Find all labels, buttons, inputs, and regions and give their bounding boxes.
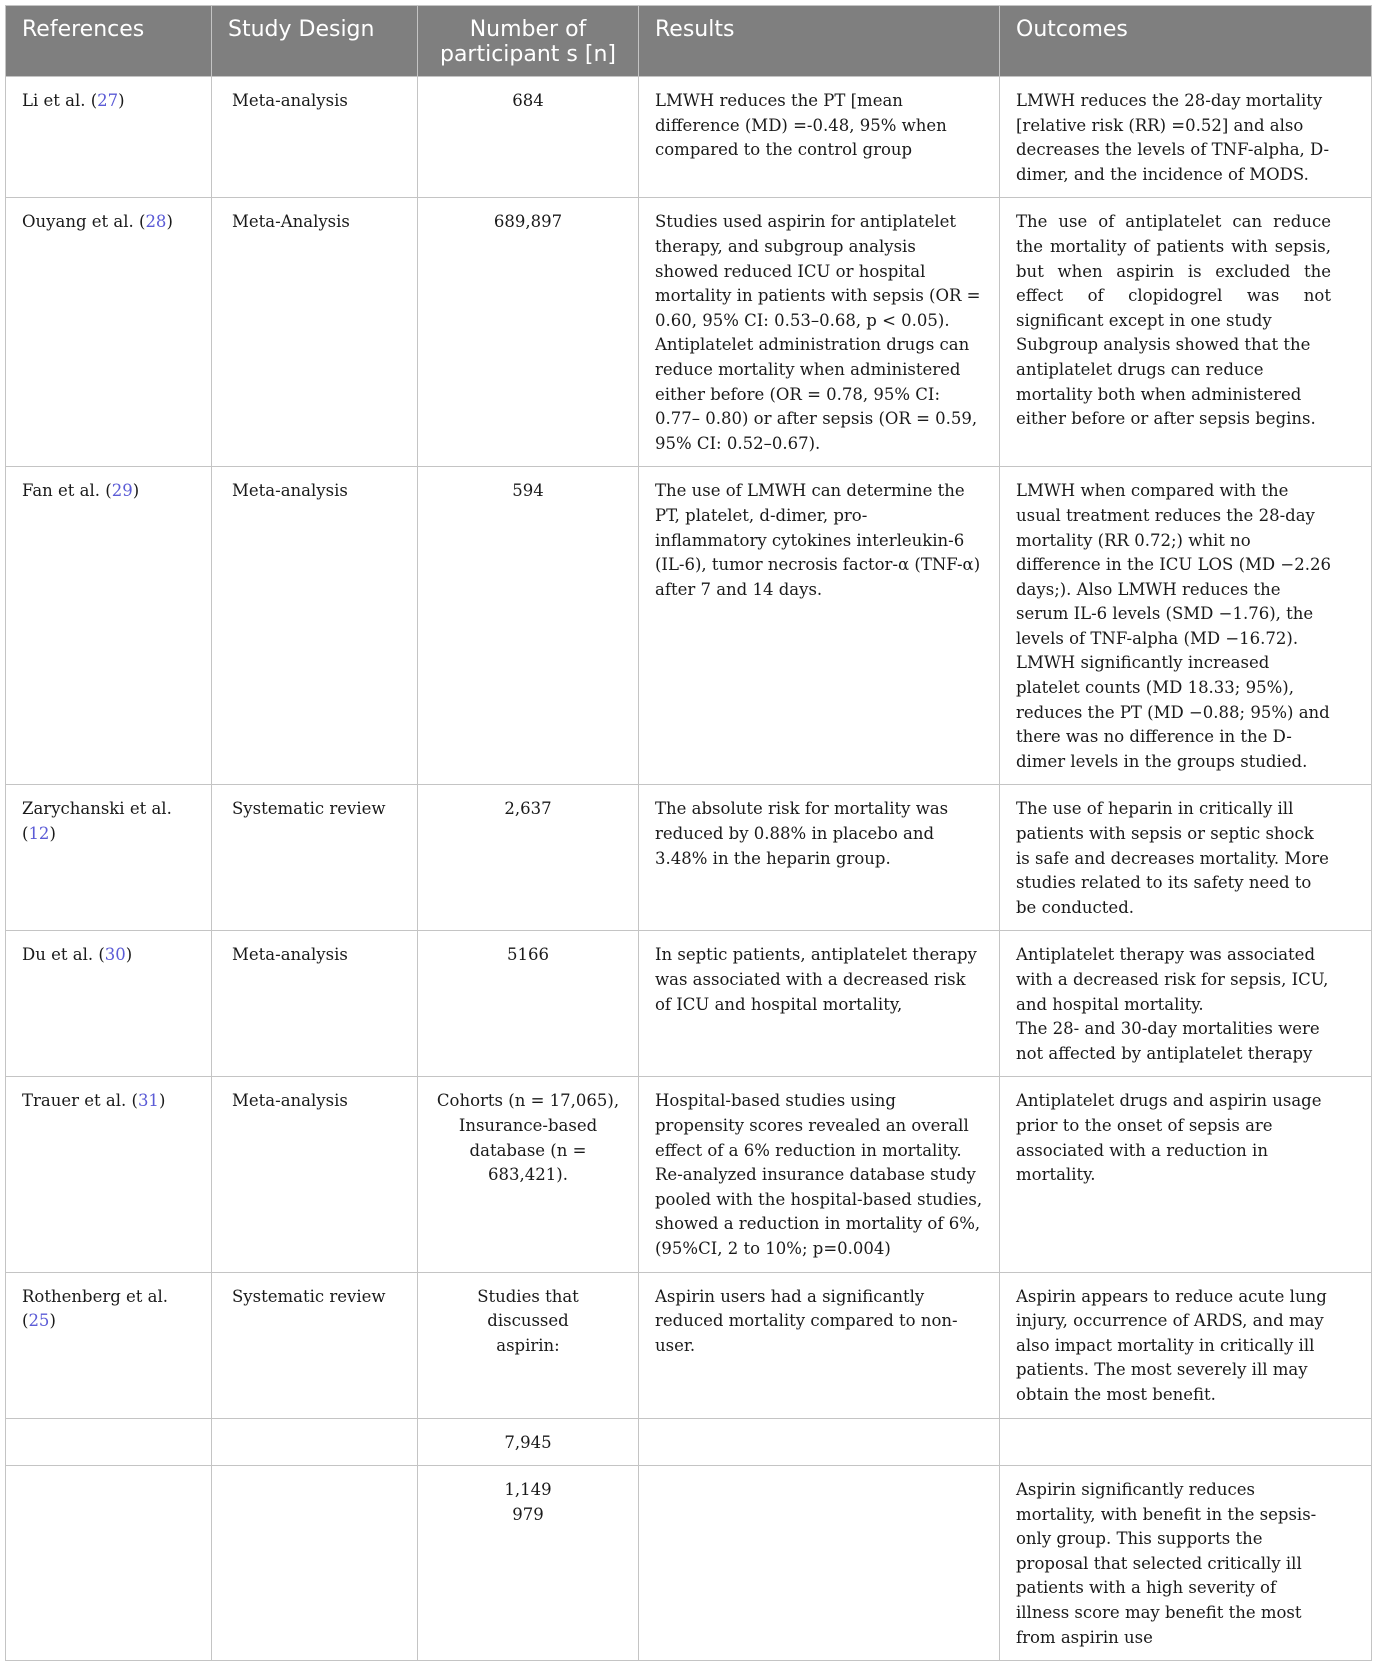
design-cell: Systematic review [212, 1272, 418, 1418]
ref-author: Trauer et al. ( [22, 1091, 138, 1111]
participants-cell [418, 931, 639, 1077]
results-cell: In septic patients, antiplatelet therapy was associated with a decreased risk of ICU and hospital mortality, [639, 931, 1000, 1077]
ref-close: ) [49, 1311, 56, 1331]
participants-value: Studies that discussed aspirin: [477, 1286, 579, 1355]
outcomes-cell [1000, 785, 1372, 931]
participants-value: 684 [512, 91, 544, 110]
reference-cell [6, 785, 212, 931]
results-cell: Aspirin users had a significantly reduced mortality compared to non-user. [639, 1272, 1000, 1418]
table-row [6, 77, 1372, 198]
outcomes-cell [1000, 1418, 1372, 1466]
header-results: Results [639, 6, 1000, 77]
results-cell: The absolute risk for mortality was reduced by 0.88% in placebo and 3.48% in the heparin group. [639, 785, 1000, 931]
design-cell: Meta-Analysis [212, 198, 418, 467]
table-row [6, 1077, 1372, 1272]
outcomes-text: LMWH reduces the 28-day mortality [relative risk (RR) =0.52] and also decreases the levels of TNF-alpha, D-dimer, and the incidence of MODS. [1016, 91, 1330, 184]
ref-close: ) [158, 1091, 166, 1111]
participants-cell [418, 467, 639, 785]
ref-close: ) [49, 824, 56, 844]
header-outcomes: Outcomes [1000, 6, 1372, 77]
header-row [6, 6, 1372, 77]
results-cell: Hospital-based studies using propensity scores revealed an overall effect of a 6% reduction in mortality. Re-analyzed insurance database study pooled with the hospital-based studies, showed a reduction in mortality of 6%, (95%CI, 2 to 10%; p=0.004) [639, 1077, 1000, 1272]
header-references: References [6, 6, 212, 77]
outcomes-text: The 28- and 30-day mortalities were not affected by antiplatelet therapy [1016, 1019, 1320, 1063]
outcomes-text: LMWH when compared with the usual treatment reduces the 28-day mortality (RR 0.72;) whit no difference in the ICU LOS (MD −2.26 days;). Also LMWH reduces the serum IL-6 levels (SMD −1.76), the levels of TNF-alpha (MD −16.72). LMWH significantly increased platelet counts (MD 18.33; 95%), reduces the PT (MD −0.88; 95%) and there was no difference in the D-dimer levels in the groups studied. [1016, 481, 1331, 771]
outcomes-text: Subgroup analysis showed that the antiplatelet drugs can reduce mortality both when administered either before or after sepsis begins. [1016, 335, 1316, 429]
outcomes-cell [1000, 1466, 1372, 1661]
outcomes-cell [1000, 1077, 1372, 1272]
header-participants: Number of participant s [n] [418, 6, 639, 77]
table-row [6, 467, 1372, 785]
ref-close: ) [118, 91, 125, 110]
reference-cell [6, 467, 212, 785]
outcomes-cell [1000, 931, 1372, 1077]
design-cell: Meta-analysis [212, 77, 418, 198]
ref-link[interactable]: 12 [28, 824, 50, 844]
table-row [6, 198, 1372, 467]
reference-cell [6, 1272, 212, 1418]
ref-author: Du et al. ( [22, 945, 105, 965]
table-row [6, 1418, 1372, 1466]
table-row [6, 785, 1372, 931]
participants-value: 2,637 [504, 799, 552, 819]
participants-value: 1,149 [504, 1480, 552, 1500]
results-cell [639, 1418, 1000, 1466]
outcomes-text: Antiplatelet drugs and aspirin usage prior to the onset of sepsis are associated with a reduction in mortality. [1016, 1091, 1322, 1185]
ref-link[interactable]: 30 [104, 945, 126, 965]
ref-close: ) [132, 481, 140, 501]
results-cell [639, 1466, 1000, 1661]
design-cell: Meta-analysis [212, 1077, 418, 1272]
results-cell: The use of LMWH can determine the PT, platelet, d-dimer, pro- inflammatory cytokines interleukin-6 (IL-6), tumor necrosis factor-α (TNF-α) after 7 and 14 days. [639, 467, 1000, 785]
ref-close: ) [125, 945, 133, 965]
table-row [6, 1272, 1372, 1418]
results-cell: Studies used aspirin for antiplatelet therapy, and subgroup analysis showed reduced ICU or hospital mortality in patients with sepsis (OR = 0.60, 95% CI: 0.53–0.68, p < 0.05). Antiplatelet administration drugs can reduce mortality when administered either before (OR = 0.78, 95% CI: 0.77– 0.80) or after sepsis (OR = 0.59, 95% CI: 0.52–0.67). [639, 198, 1000, 467]
participants-cell [418, 785, 639, 931]
design-cell [212, 1418, 418, 1466]
reference-cell [6, 1077, 212, 1272]
ref-author: Zarychanski et al. ( [22, 799, 172, 844]
table-row [6, 1466, 1372, 1661]
ref-author: Rothenberg et al. ( [22, 1286, 169, 1331]
participants-cell [418, 77, 639, 198]
outcomes-text: The use of heparin in critically ill patients with sepsis or septic shock is safe and decreases mortality. More studies related to its safety need to be conducted. [1016, 799, 1329, 917]
ref-author: Ouyang et al. ( [22, 212, 146, 232]
outcomes-cell [1000, 467, 1372, 785]
outcomes-cell [1000, 198, 1372, 467]
ref-author: Li et al. ( [22, 91, 98, 110]
reference-cell [6, 1418, 212, 1466]
reference-cell [6, 77, 212, 198]
table-row [6, 931, 1372, 1077]
participants-value: 979 [512, 1504, 544, 1524]
outcomes-cell [1000, 1272, 1372, 1418]
ref-close: ) [166, 212, 173, 232]
participants-value: Cohorts (n = 17,065), Insurance-based database (n = 683,421). [436, 1091, 620, 1185]
outcomes-text: The use of antiplatelet can reduce the mortality of patients with sepsis, but when aspirin is excluded the effect of clopidogrel was not significant except in one study [1016, 212, 1331, 330]
reference-cell [6, 931, 212, 1077]
participants-cell [418, 1272, 639, 1418]
participants-value: 689,897 [493, 212, 563, 232]
participants-value: 594 [512, 481, 544, 501]
participants-cell [418, 1418, 639, 1466]
outcomes-text: Aspirin appears to reduce acute lung injury, occurrence of ARDS, and may also impact mortality in critically ill patients. The most severely ill may obtain the most benefit. [1016, 1286, 1327, 1404]
design-cell: Meta-analysis [212, 931, 418, 1077]
participants-value: 7,945 [504, 1432, 552, 1452]
ref-link[interactable]: 25 [28, 1311, 50, 1331]
ref-link[interactable]: 28 [145, 212, 167, 232]
ref-link[interactable]: 29 [111, 481, 133, 501]
outcomes-text: Aspirin significantly reduces mortality, with benefit in the sepsis-only group. This supports the proposal that selected critically ill patients with a high severity of illness score may benefit the most from aspirin use [1016, 1480, 1317, 1647]
participants-cell [418, 1466, 639, 1661]
design-cell [212, 1466, 418, 1661]
outcomes-cell [1000, 77, 1372, 198]
design-cell: Meta-analysis [212, 467, 418, 785]
header-study-design: Study Design [212, 6, 418, 77]
ref-link[interactable]: 27 [97, 91, 119, 110]
ref-author: Fan et al. ( [22, 481, 112, 501]
reference-cell [6, 198, 212, 467]
results-cell: LMWH reduces the PT [mean difference (MD) =-0.48, 95% when compared to the control group [639, 77, 1000, 198]
ref-link[interactable]: 31 [137, 1091, 159, 1111]
reference-cell [6, 1466, 212, 1661]
design-cell: Systematic review [212, 785, 418, 931]
participants-value: 5166 [507, 945, 549, 965]
outcomes-text: Antiplatelet therapy was associated with a decreased risk for sepsis, ICU, and hospital mortality. [1016, 945, 1329, 1014]
participants-cell [418, 198, 639, 467]
studies-table [5, 5, 1372, 1661]
participants-cell [418, 1077, 639, 1272]
